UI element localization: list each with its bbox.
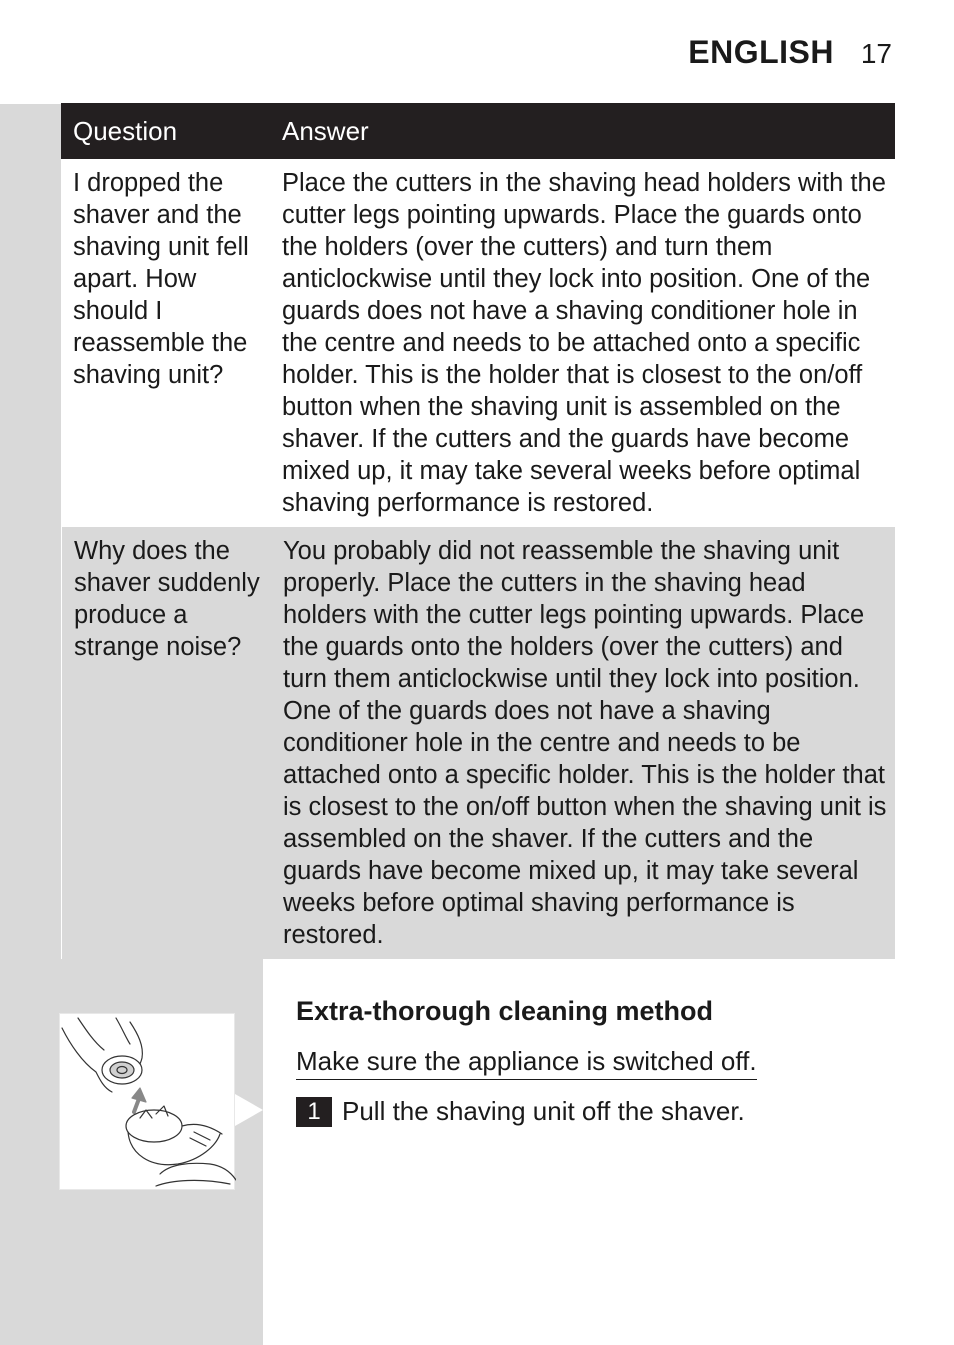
table-row <box>61 527 895 959</box>
page-number: 17 <box>860 38 892 69</box>
faq-table <box>61 103 895 959</box>
step-number-badge: 1 <box>296 1097 332 1127</box>
safety-note: Make sure the appliance is switched off. <box>296 1046 757 1080</box>
step-text: Pull the shaving unit off the shaver. <box>342 1096 745 1126</box>
step-item <box>296 1096 745 1127</box>
illustration-pointer <box>235 1094 263 1126</box>
language-heading: ENGLISH <box>688 34 834 70</box>
table-row <box>61 159 895 527</box>
question-cell: Why does the shaver suddenly produce a strange noise? <box>74 537 260 661</box>
answer-cell: Place the cutters in the shaving head holders with the cutter legs pointing upwards. Place the guards onto the holders (over the cutters) and turn them anticlockwise until they lock into position. One of the guards does not have a shaving conditioner hole in the centre and needs to be attached onto a specific holder. This is the holder that is closest to the on/off button when the shaving unit is assembled on the shaver. If the cutters and the guards have become mixed up, it may take several weeks before optimal shaving performance is restored. <box>282 169 886 517</box>
answer-cell: You probably did not reassemble the shaving unit properly. Place the cutters in the shaving head holders with the cutter legs pointing upwards. Place the guards onto the holders (over the cutters) and turn them anticlockwise until they lock into position. One of the guards does not have a shaving conditioner hole in the centre and needs to be attached onto a specific holder. This is the holder that is closest to the on/off button when the shaving unit is assembled on the shaver. If the cutters and the guards have become mixed up, it may take several weeks before optimal shaving performance is restored. <box>283 537 887 949</box>
column-header-question: Question <box>73 115 178 146</box>
question-cell: I dropped the shaver and the shaving unit fell apart. How should I reassemble the shaving unit? <box>73 169 249 389</box>
shaver-unit-removal-illustration <box>59 1013 235 1190</box>
section-title: Extra-thorough cleaning method <box>296 996 714 1026</box>
column-header-answer: Answer <box>282 115 369 146</box>
shaver-illustration-icon <box>60 1014 236 1191</box>
faq-header-row <box>61 103 895 159</box>
